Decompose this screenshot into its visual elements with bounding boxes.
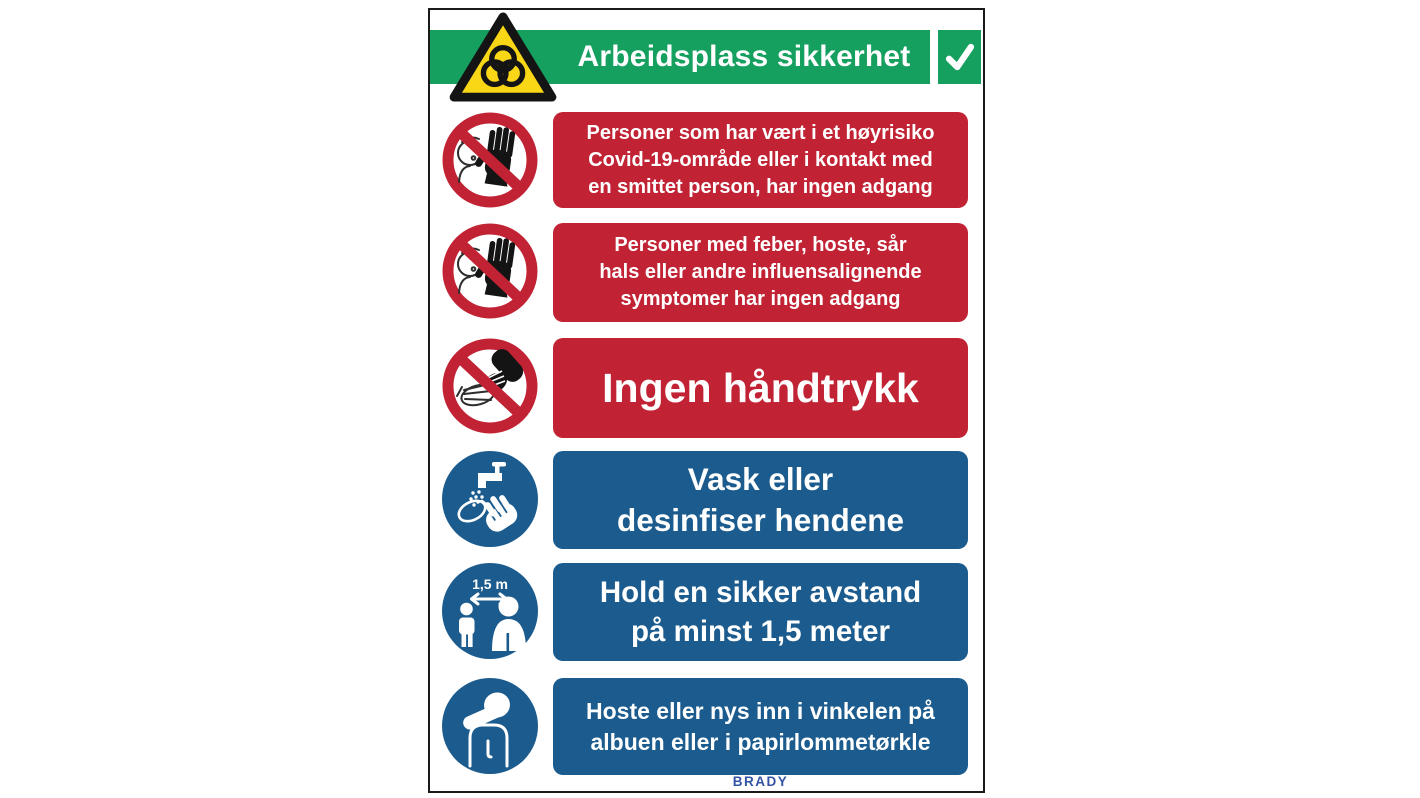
message-line: hals eller andre influensalignende — [599, 261, 922, 283]
message-line: Personer med feber, hoste, sår — [614, 234, 907, 256]
distance-label: 1,5 m — [472, 576, 508, 592]
message-box — [553, 112, 968, 208]
header-title: Arbeidsplass sikkerhet — [577, 40, 911, 73]
safety-sign — [428, 8, 985, 793]
checkmark-icon — [940, 32, 980, 82]
message-box — [553, 223, 968, 322]
message-box — [553, 451, 968, 549]
no-access-icon — [442, 223, 538, 319]
row-cough-in-elbow — [430, 678, 983, 775]
row-no-access-symptoms — [430, 223, 983, 322]
row-keep-distance — [430, 563, 983, 661]
message-line: Personer som har vært i et høyrisiko — [586, 121, 935, 144]
row-no-handshake — [430, 338, 983, 438]
row-no-access-covid — [430, 112, 983, 208]
message-line: symptomer har ingen adgang — [620, 288, 901, 310]
message-line: Ingen håndtrykk — [602, 365, 919, 411]
message-line: en smittet person, har ingen adgang — [588, 175, 933, 198]
no-access-icon — [442, 112, 538, 208]
cough-in-elbow-icon — [442, 678, 538, 774]
message-line: Covid-19-område eller i kontakt med — [588, 148, 933, 171]
message-line: på minst 1,5 meter — [630, 615, 891, 648]
keep-distance-icon — [442, 563, 538, 659]
message-line: Hold en sikker avstand — [599, 576, 922, 609]
message-box — [553, 338, 968, 438]
message-box — [553, 563, 968, 661]
message-line: Hoste eller nys inn i vinkelen på — [586, 697, 935, 724]
row-wash-hands — [430, 451, 983, 549]
message-line: desinfiser hendene — [616, 502, 905, 538]
message-box — [553, 678, 968, 775]
wash-hands-icon — [442, 451, 538, 547]
check-box — [938, 30, 981, 84]
message-line: Vask eller — [687, 461, 834, 497]
message-line: albuen eller i papirlommetørkle — [590, 728, 931, 755]
biohazard-warning-icon — [447, 10, 559, 104]
brady-logo: BRADY — [732, 774, 789, 789]
no-handshake-icon — [442, 338, 538, 434]
